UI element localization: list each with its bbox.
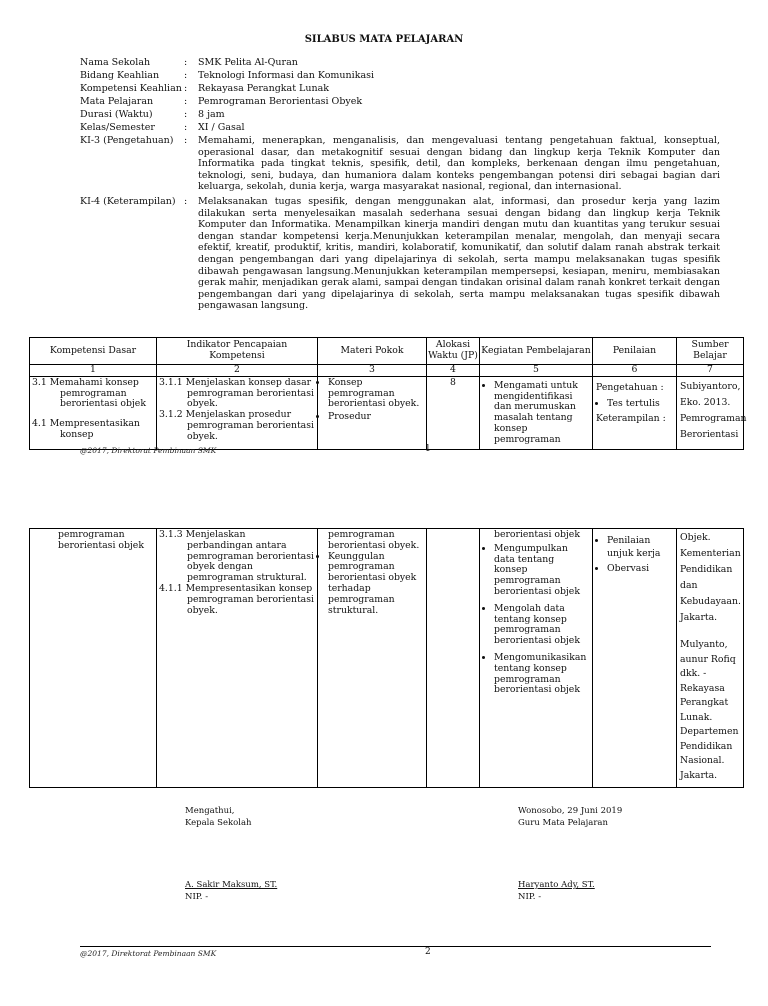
kd-item: 4.1 Mempresentasikan konsep [32,418,140,440]
alokasi-cell [427,529,480,788]
materi-item: pemrograman berorientasi obyek. [328,529,420,551]
ki3-label: KI-3 (Pengetahuan) [80,135,174,146]
header-materi: Materi Pokok [318,338,427,365]
kd-cell [30,376,157,449]
meta-value: SMK Pelita Al-Quran [198,57,298,68]
meta-row [80,57,720,70]
meta-colon: : [184,122,188,133]
sumber-item: Mulyanto, aunur Rofiq dkk. - Rekayasa Perangkat Lunak. Departemen Pendidikan Nasional. Jakarta. [680,639,739,781]
meta-row [80,70,720,83]
page-number: 1 [425,444,431,454]
page-title: SILABUS MATA PELAJARAN [304,34,464,45]
col-number: 6 [593,365,677,377]
ki4-colon: : [184,195,188,207]
meta-row [80,122,720,135]
meta-value: Rekayasa Perangkat Lunak [198,83,330,94]
header-kegiatan: Kegiatan Pembelajaran [480,338,593,365]
table-header-row [30,338,744,365]
penilaian-item: • Tes tertulis [607,397,673,410]
meta-label: Bidang Keahlian [80,70,160,81]
meta-row [80,83,720,96]
signature-left-nip: NIP. - [185,892,209,902]
meta-label: Kelas/Semester [80,122,155,133]
signature-left-line2: Kepala Sekolah [185,818,252,828]
ki3-row [80,135,720,193]
materi-cell [318,529,427,788]
signature-right-nip: NIP. - [518,892,542,902]
ipk-item: 3.1.1 Menjelaskan konsep dasar pemrograman berorientasi obyek. [159,376,314,410]
kd-item: 3.1 Memahami konsep pemrograman berorientasi objek [32,376,146,410]
kegiatan-cell [480,529,593,788]
signature-left-name-block [185,879,277,903]
meta-label: Durasi (Waktu) [80,109,153,120]
column-number-row [30,365,744,377]
ipk-cell [157,529,318,788]
meta-colon: : [184,96,188,107]
kegiatan-cell [480,376,593,449]
signature-left-name: A. Sakir Maksum, ST. [185,880,278,890]
signature-right-name: Haryanto Ady, ST. [518,880,595,890]
ki3-colon: : [184,135,188,146]
ki4-label: KI-4 (Keterampilan) [80,195,176,207]
ipk-item: 4.1.1 Mempresentasikan konsep pemrograman berorientasi obyek. [159,582,314,616]
kegiatan-item: • Mengomunikasikan tentang konsep pemrograman berorientasi objek [494,653,589,696]
penilaian-cell [593,529,677,788]
materi-item: • Konsep pemrograman berorientasi obyek. [328,378,423,410]
header-penilaian: Penilaian [593,338,677,365]
meta-value: Pemrograman Berorientasi Obyek [198,96,363,107]
col-number: 2 [157,365,318,377]
header-kd: Kompetensi Dasar [30,338,157,365]
penilaian-item: • Obervasi [607,562,673,575]
col-number: 3 [318,365,427,377]
kd-cell [30,529,157,788]
kegiatan-item: • Mengolah data tentang konsep pemrograman berorientasi objek [494,604,589,647]
penilaian-item: • Penilaian unjuk kerja [607,534,673,560]
col-number: 7 [677,365,744,377]
syllabus-table-page1 [29,337,747,450]
col-number: 4 [427,365,480,377]
header-sumber: Sumber Belajar [677,338,744,365]
sumber-item: Objek. Kementerian Pendidikan dan Kebudayaan. Jakarta. [680,532,741,623]
col-number: 5 [480,365,593,377]
table-row [30,529,744,788]
penilaian-label: Keterampilan : [596,412,666,424]
header-ipk: Indikator Pencapaian Kompetensi [157,338,318,365]
kegiatan-item: berorientasi objek [494,529,580,540]
meta-label: Mata Pelajaran [80,96,154,107]
meta-block [80,57,720,312]
meta-colon: : [184,57,188,68]
page-number: 2 [425,947,431,957]
meta-value: XI / Gasal [198,122,245,133]
ki3-value: Memahami, menerapkan, menganalisis, dan mengevaluasi tentang pengetahuan faktual, konseptual, operasional dasar, dan metakognitif sesuai dengan bidang dan lingkup kerja Teknik Komputer dan Informatika pada tingkat teknis, spesifik, detil, dan kompleks, berkenaan dengan ilmu pengetahuan, teknologi, seni, budaya, dan humaniora dalam konteks pengembangan potensi diri sebagai bagian dari keluarga, sekolah, dunia kerja, warga masyarakat nasional, regional, dan internasional. [198,135,720,193]
ki4-row [80,196,720,312]
signature-right [518,805,622,829]
meta-label: Nama Sekolah [80,57,151,68]
signature-right-name-block [518,879,595,903]
penilaian-cell [593,376,677,449]
meta-label: Kompetensi Keahlian [80,83,182,94]
footer-divider [80,946,711,947]
meta-value: Teknologi Informasi dan Komunikasi [198,70,375,81]
ipk-item: 3.1.2 Menjelaskan prosedur pemrograman berorientasi obyek. [159,409,314,442]
materi-item: • Prosedur [328,412,423,423]
sumber-cell [677,529,744,788]
kegiatan-item: • Mengamati untuk mengidentifikasi dan merumuskan masalah tentang konsep pemrograman [494,381,589,446]
sumber-cell: Subiyantoro, Eko. 2013. Pemrograman Berorientasi [677,376,744,449]
table-row [30,376,744,449]
meta-value: 8 jam [198,109,225,120]
col-number: 1 [30,365,157,377]
meta-row [80,96,720,109]
signature-right-line2: Guru Mata Pelajaran [518,818,608,828]
signature-right-line1: Wonosobo, 29 Juni 2019 [518,806,623,816]
kegiatan-item: • Mengumpulkan data tentang konsep pemrograman berorientasi objek [494,544,589,598]
syllabus-table-page2 [29,528,744,788]
ipk-item: 3.1.3 Menjelaskan perbandingan antara pemrograman berorientasi obyek dengan pemrograman struktural. [159,529,314,584]
signature-left-line1: Mengathui, [185,806,235,816]
alokasi-cell: 8 [427,376,480,449]
header-alokasi: Alokasi Waktu (JP) [427,338,480,365]
ki4-value: Melaksanakan tugas spesifik, dengan menggunakan alat, informasi, dan prosedur kerja yang lazim dilakukan serta menyelesaikan masalah sederhana sesuai dengan bidang dan lingkup kerja Teknik Komputer dan Informatika. Menampilkan kinerja mandiri dengan mutu dan kuantitas yang terukur sesuai dengan standar kompetensi kerja.Menunjukkan keterampilan menalar, mengolah, dan menyaji secara efektif, kreatif, produktif, kritis, mandiri, kolaboratif, komunikatif, dan solutif dalam ranah abstrak terkait dengan pengembangan dari yang dipelajarinya di sekolah, serta mampu melaksanakan tugas spesifik dibawah pengawasan langsung.Menunjukkan keterampilan mempersepsi, kesiapan, meniru, membiasakan gerak mahir, menjadikan gerak alami, sampai dengan tindakan orisinal dalam ranah konkret terkait dengan pengembangan dari yang dipelajarinya di sekolah, serta mampu melaksanakan tugas spesifik dibawah pengawasan langsung. [198,195,720,312]
penilaian-label: Pengetahuan : [596,381,664,393]
materi-cell [318,376,427,449]
ipk-cell [157,376,318,449]
kd-item: pemrograman berorientasi objek [58,529,144,551]
meta-row [80,109,720,122]
meta-colon: : [184,83,188,94]
footer-text: @2017, Direktorat Pembinaan SMK [80,949,217,958]
footer-text: @2017, Direktorat Pembinaan SMK [80,446,217,455]
meta-colon: : [184,70,188,81]
meta-colon: : [184,109,188,120]
materi-item: • Keunggulan pemrograman berorientasi obyek terhadap pemrograman struktural. [328,552,423,617]
signature-left [185,805,252,829]
